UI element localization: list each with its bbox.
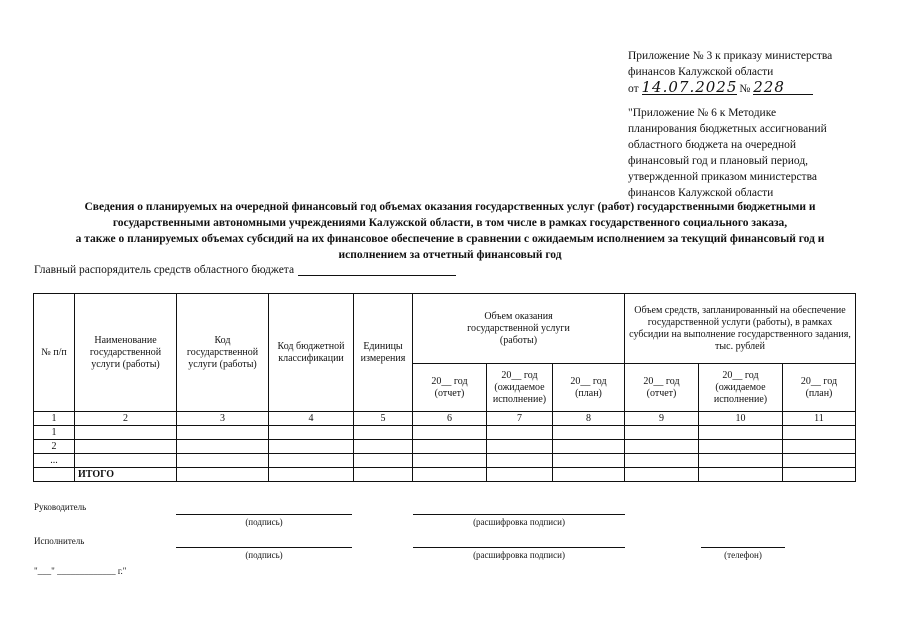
- header-num: № п/п: [34, 294, 75, 412]
- head-label: Руководитель: [34, 502, 87, 512]
- index-cell: 4: [269, 412, 354, 426]
- head-signature-caption: (подпись): [245, 517, 283, 527]
- index-cell: 1: [34, 412, 75, 426]
- header-funds-group: Объем средств, запланированный на обеспечение государственной услуги (работы), в рамках субсидии на выполнение государственного задания, тыс. рублей: [625, 294, 856, 364]
- title-line: исполнением за отчетный финансовый год: [338, 249, 562, 261]
- executor-label: Исполнитель: [34, 536, 85, 546]
- index-cell: 10: [699, 412, 783, 426]
- date-value: 14.07.2025: [641, 78, 738, 96]
- index-cell: 3: [177, 412, 269, 426]
- number-value: 228: [753, 80, 813, 95]
- methodology-line: утвержденной приказом министерства: [628, 171, 817, 183]
- index-cell: 11: [783, 412, 856, 426]
- executor-decoding-caption: (расшифровка подписи): [473, 550, 565, 560]
- date-line: "___" _____________ г.": [34, 566, 127, 576]
- head-decoding-caption: (расшифровка подписи): [473, 517, 565, 527]
- index-cell: 7: [487, 412, 553, 426]
- subheader-plan: 20__ год (план): [553, 364, 625, 412]
- methodology-line: финансовый год и плановый период,: [628, 155, 809, 167]
- row-number: 2: [34, 440, 75, 454]
- index-cell: 6: [413, 412, 487, 426]
- subheader-report: 20__ год (отчет): [625, 364, 699, 412]
- table-row: [34, 440, 856, 454]
- table-row: [34, 426, 856, 440]
- appendix-header: [628, 48, 868, 201]
- executor-phone-caption: (телефон): [724, 550, 762, 560]
- subheader-report: 20__ год (отчет): [413, 364, 487, 412]
- document-title: [20, 199, 880, 263]
- index-cell: 8: [553, 412, 625, 426]
- header-volume-group: Объем оказания государственной услуги (работы): [413, 294, 625, 364]
- subheader-expected: 20__ год (ожидаемое исполнение): [487, 364, 553, 412]
- methodology-line: планирования бюджетных ассигнований: [628, 123, 827, 135]
- appendix-date-line: [628, 80, 868, 97]
- executor-signature-caption: (подпись): [245, 550, 283, 560]
- index-row: [34, 412, 856, 426]
- header-service-name: Наименование государственной услуги (работы): [75, 294, 177, 412]
- methodology-line: областного бюджета на очередной: [628, 139, 797, 151]
- total-label: ИТОГО: [75, 468, 177, 482]
- subheader-expected: 20__ год (ожидаемое исполнение): [699, 364, 783, 412]
- title-line: а также о планируемых объемах субсидий на их финансовое обеспечение в сравнении с ожидаемым исполнением за текущий финансовый год и: [75, 233, 825, 245]
- executor-signature-line: [176, 547, 352, 548]
- methodology-line: "Приложение № 6 к Методике: [628, 107, 777, 119]
- title-line: государственными автономными учреждениями Калужской области, в том числе в рамках государственного социального заказа,: [112, 217, 788, 229]
- table-row: [34, 454, 856, 468]
- appendix-line-2: финансов Калужской области: [628, 66, 774, 78]
- index-cell: 5: [354, 412, 413, 426]
- head-decoding-line: [413, 514, 625, 515]
- executor-decoding-line: [413, 547, 625, 548]
- header-budget-code: Код бюджетной классификации: [269, 294, 354, 412]
- date-prefix: от: [628, 83, 639, 95]
- header-service-code: Код государственной услуги (работы): [177, 294, 269, 412]
- distributor-label: Главный распорядитель средств областного бюджета: [34, 264, 295, 276]
- row-number: 1: [34, 426, 75, 440]
- header-unit: Единицы измерения: [354, 294, 413, 412]
- subheader-plan: 20__ год (план): [783, 364, 856, 412]
- executor-phone-line: [701, 547, 785, 548]
- index-cell: 2: [75, 412, 177, 426]
- data-table: [33, 293, 856, 482]
- row-number: ...: [34, 454, 75, 468]
- distributor-blank: [298, 264, 456, 276]
- distributor-line: [34, 264, 456, 276]
- appendix-line-1: Приложение № 3 к приказу министерства: [628, 50, 833, 62]
- total-row: [34, 468, 856, 482]
- head-signature-line: [176, 514, 352, 515]
- index-cell: 9: [625, 412, 699, 426]
- title-line: Сведения о планируемых на очередной финансовый год объемах оказания государственных услуг (работ) государственными бюджетными и: [84, 201, 816, 213]
- methodology-line: финансов Калужской области: [628, 187, 774, 199]
- number-label: №: [739, 83, 751, 95]
